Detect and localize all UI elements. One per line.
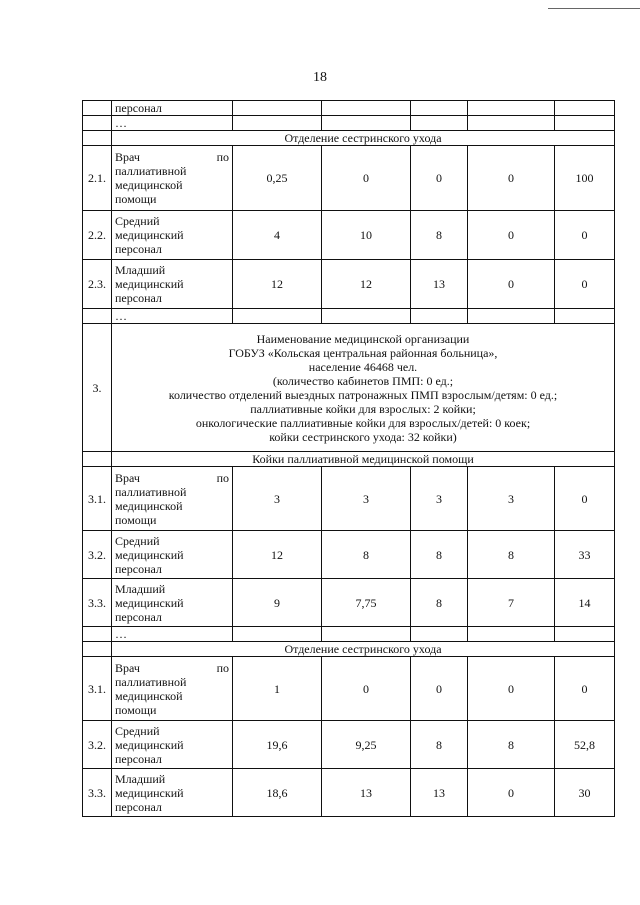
cell: 8 xyxy=(411,579,468,627)
cell: 8 xyxy=(468,721,555,769)
table-row xyxy=(83,769,615,817)
cell: 0 xyxy=(468,657,555,721)
table-row xyxy=(83,531,615,579)
cell: 8 xyxy=(411,211,468,260)
row-number: 3.2. xyxy=(83,721,112,769)
ellipsis: … xyxy=(112,309,233,324)
row-number: 3.3. xyxy=(83,579,112,627)
cell: 12 xyxy=(233,260,322,309)
section-title: Отделение сестринского ухода xyxy=(112,642,615,657)
organization-row xyxy=(83,324,615,452)
cell: 0 xyxy=(322,146,411,211)
table-row xyxy=(83,657,615,721)
section-title: Отделение сестринского ухода xyxy=(112,131,615,146)
cell: 3 xyxy=(233,467,322,531)
row-label: Врач по паллиативной медицинской помощи xyxy=(112,657,233,721)
cell: 14 xyxy=(555,579,615,627)
row-label: Средний медицинский персонал xyxy=(112,531,233,579)
cell: 13 xyxy=(411,769,468,817)
cell: 100 xyxy=(555,146,615,211)
ellipsis-row xyxy=(83,116,615,131)
row-label: Врач по паллиативной медицинской помощи xyxy=(112,146,233,211)
row-label: Младший медицинский персонал xyxy=(112,579,233,627)
cell: 12 xyxy=(322,260,411,309)
cell: 0 xyxy=(468,260,555,309)
cell: 0 xyxy=(411,146,468,211)
cell: 8 xyxy=(468,531,555,579)
cell: 0 xyxy=(468,146,555,211)
table-row xyxy=(83,211,615,260)
cell: 0 xyxy=(411,657,468,721)
table-row xyxy=(83,146,615,211)
ellipsis: … xyxy=(112,627,233,642)
table-row xyxy=(83,467,615,531)
cell: 0 xyxy=(555,467,615,531)
cell: 7,75 xyxy=(322,579,411,627)
row-label: Врач по паллиативной медицинской помощи xyxy=(112,467,233,531)
table-row xyxy=(83,579,615,627)
cell: 0 xyxy=(468,211,555,260)
cell: 13 xyxy=(411,260,468,309)
cell: 12 xyxy=(233,531,322,579)
section-row xyxy=(83,452,615,467)
cell: 3 xyxy=(468,467,555,531)
row-number: 3.1. xyxy=(83,467,112,531)
section-row xyxy=(83,642,615,657)
cell: 19,6 xyxy=(233,721,322,769)
cell: 8 xyxy=(411,721,468,769)
ellipsis-row xyxy=(83,309,615,324)
section-title: Койки паллиативной медицинской помощи xyxy=(112,452,615,467)
row-number: 2.2. xyxy=(83,211,112,260)
row-number: 3. xyxy=(83,324,112,452)
cell: 3 xyxy=(411,467,468,531)
row-number: 2.3. xyxy=(83,260,112,309)
row-label: Младший медицинский персонал xyxy=(112,260,233,309)
cell: 18,6 xyxy=(233,769,322,817)
cell: 30 xyxy=(555,769,615,817)
cell: 7 xyxy=(468,579,555,627)
row-number: 3.1. xyxy=(83,657,112,721)
cell: 0 xyxy=(322,657,411,721)
staff-table xyxy=(82,100,615,817)
ellipsis-row xyxy=(83,627,615,642)
cell: 13 xyxy=(322,769,411,817)
cell: 33 xyxy=(555,531,615,579)
cell: 3 xyxy=(322,467,411,531)
row-number: 2.1. xyxy=(83,146,112,211)
table-row xyxy=(83,721,615,769)
row-label: персонал xyxy=(112,101,233,116)
table-row xyxy=(83,101,615,116)
row-label: Младший медицинский персонал xyxy=(112,769,233,817)
ellipsis: … xyxy=(112,116,233,131)
cell: 0 xyxy=(468,769,555,817)
row-number: 3.2. xyxy=(83,531,112,579)
cell: 8 xyxy=(322,531,411,579)
row-label: Средний медицинский персонал xyxy=(112,721,233,769)
cell: 8 xyxy=(411,531,468,579)
cell: 52,8 xyxy=(555,721,615,769)
cell: 4 xyxy=(233,211,322,260)
cell: 0 xyxy=(555,260,615,309)
cell: 9,25 xyxy=(322,721,411,769)
cell: 0,25 xyxy=(233,146,322,211)
row-number xyxy=(83,101,112,116)
cell: 0 xyxy=(555,211,615,260)
row-label: Средний медицинский персонал xyxy=(112,211,233,260)
table-row xyxy=(83,260,615,309)
top-rule xyxy=(548,8,640,9)
row-number: 3.3. xyxy=(83,769,112,817)
cell: 1 xyxy=(233,657,322,721)
cell: 10 xyxy=(322,211,411,260)
organization-info: Наименование медицинской организации ГОБУЗ «Кольская центральная районная больница», население 46468 чел. (количество кабинетов ПМП: 0 ед.; количество отделений выездных патронажных ПМП взрослым/детям: 0 ед.; паллиативные койки для взрослых: 2 койки; онкологические паллиативные койки для взрослых/детей: 0 коек; койки сестринского ухода: 32 койки) xyxy=(112,324,615,452)
page-number: 18 xyxy=(313,70,327,85)
cell: 0 xyxy=(555,657,615,721)
section-row xyxy=(83,131,615,146)
cell: 9 xyxy=(233,579,322,627)
